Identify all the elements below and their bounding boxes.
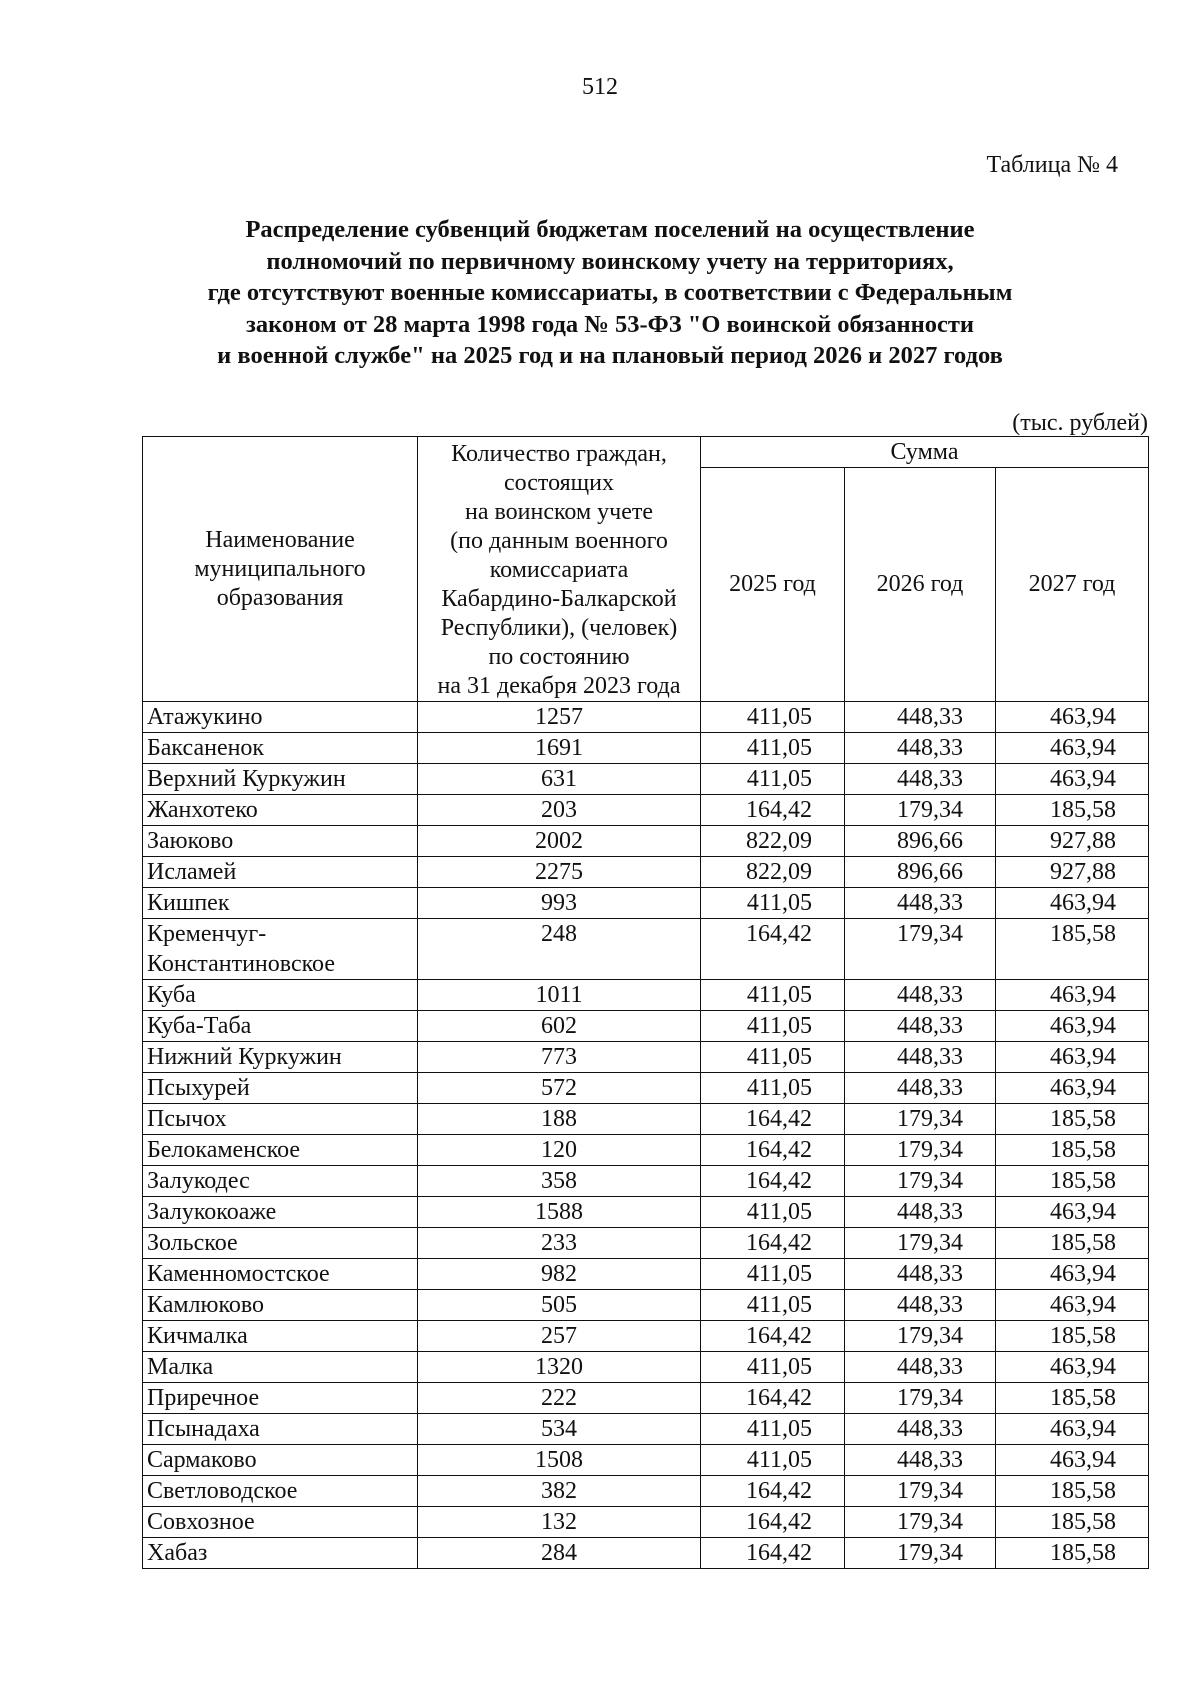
row-count: 1588 — [418, 1197, 701, 1228]
row-amount-2025: 411,05 — [701, 1352, 845, 1383]
table-row — [143, 1042, 1149, 1073]
table-row — [143, 1383, 1149, 1414]
row-amount-2025: 411,05 — [701, 702, 845, 733]
row-count: 982 — [418, 1259, 701, 1290]
row-count: 132 — [418, 1507, 701, 1538]
title-line: Распределение субвенций бюджетам поселений на осуществление — [245, 216, 975, 243]
row-amount-2026: 448,33 — [845, 888, 996, 919]
row-amount-2026: 448,33 — [845, 764, 996, 795]
header-sum: Сумма — [701, 437, 1149, 468]
row-amount-2026: 448,33 — [845, 1197, 996, 1228]
units-label: (тыс. рублей) — [1012, 410, 1148, 436]
row-name: Верхний Куркужин — [143, 764, 418, 795]
row-amount-2026: 448,33 — [845, 1290, 996, 1321]
table-row — [143, 1197, 1149, 1228]
row-amount-2025: 411,05 — [701, 980, 845, 1011]
row-count: 2002 — [418, 826, 701, 857]
row-amount-2025: 411,05 — [701, 1445, 845, 1476]
row-amount-2027: 463,94 — [996, 1352, 1149, 1383]
row-amount-2026: 896,66 — [845, 857, 996, 888]
row-name: Кишпек — [143, 888, 418, 919]
row-amount-2025: 164,42 — [701, 1104, 845, 1135]
row-name: Хабаз — [143, 1538, 418, 1569]
row-name: Сармаково — [143, 1445, 418, 1476]
header-count-line: по состоянию — [488, 644, 630, 670]
row-amount-2025: 411,05 — [701, 1042, 845, 1073]
table-row — [143, 919, 1149, 980]
row-amount-2025: 411,05 — [701, 1290, 845, 1321]
row-count: 534 — [418, 1414, 701, 1445]
row-amount-2027: 463,94 — [996, 1073, 1149, 1104]
row-count: 505 — [418, 1290, 701, 1321]
title-line: и военной службе" на 2025 год и на плановый период 2026 и 2027 годов — [217, 342, 1003, 369]
row-amount-2027: 185,58 — [996, 1135, 1149, 1166]
row-amount-2026: 896,66 — [845, 826, 996, 857]
row-name: Малка — [143, 1352, 418, 1383]
header-name-line: муниципального — [194, 555, 366, 582]
row-amount-2025: 411,05 — [701, 1073, 845, 1104]
row-count: 1320 — [418, 1352, 701, 1383]
header-2027: 2027 год — [996, 468, 1149, 702]
subventions-table — [142, 436, 1149, 1569]
row-amount-2026: 179,34 — [845, 1321, 996, 1352]
row-amount-2026: 448,33 — [845, 1414, 996, 1445]
row-amount-2026: 179,34 — [845, 1166, 996, 1197]
header-count-line: Количество граждан, — [451, 441, 667, 467]
document-title — [130, 214, 1090, 372]
row-amount-2025: 411,05 — [701, 888, 845, 919]
row-amount-2027: 185,58 — [996, 1476, 1149, 1507]
table-row — [143, 1476, 1149, 1507]
row-amount-2027: 463,94 — [996, 980, 1149, 1011]
row-amount-2025: 164,42 — [701, 1383, 845, 1414]
row-amount-2025: 411,05 — [701, 1011, 845, 1042]
row-count: 284 — [418, 1538, 701, 1569]
row-amount-2025: 164,42 — [701, 795, 845, 826]
header-count-line: (по данным военного — [450, 528, 668, 554]
row-name: Баксаненок — [143, 733, 418, 764]
row-amount-2026: 448,33 — [845, 1073, 996, 1104]
header-count-line: Республики), (человек) — [440, 615, 678, 641]
row-amount-2027: 463,94 — [996, 733, 1149, 764]
row-amount-2027: 185,58 — [996, 1383, 1149, 1414]
row-amount-2027: 185,58 — [996, 1538, 1149, 1569]
row-count: 572 — [418, 1073, 701, 1104]
row-count: 2275 — [418, 857, 701, 888]
table-row — [143, 1011, 1149, 1042]
row-amount-2026: 179,34 — [845, 1135, 996, 1166]
title-line: законом от 28 марта 1998 года № 53-ФЗ "О воинской обязанности — [245, 310, 975, 338]
header-count-line: комиссариата — [489, 557, 629, 583]
row-amount-2027: 185,58 — [996, 1104, 1149, 1135]
row-amount-2025: 164,42 — [701, 1321, 845, 1352]
table-header-row — [143, 437, 1149, 468]
row-amount-2027: 463,94 — [996, 764, 1149, 795]
row-name: Нижний Куркужин — [143, 1042, 418, 1073]
row-count: 1508 — [418, 1445, 701, 1476]
row-count: 257 — [418, 1321, 701, 1352]
table-row — [143, 1073, 1149, 1104]
row-amount-2025: 164,42 — [701, 1166, 845, 1197]
row-amount-2026: 448,33 — [845, 980, 996, 1011]
table-row — [143, 1414, 1149, 1445]
row-name: Светловодское — [143, 1476, 418, 1507]
row-amount-2026: 448,33 — [845, 1259, 996, 1290]
table-row — [143, 1135, 1149, 1166]
row-name: Куба — [143, 980, 418, 1011]
row-name: Совхозное — [143, 1507, 418, 1538]
row-amount-2027: 185,58 — [996, 795, 1149, 826]
row-name: Псычох — [143, 1104, 418, 1135]
row-amount-2027: 463,94 — [996, 1414, 1149, 1445]
row-amount-2027: 463,94 — [996, 1042, 1149, 1073]
row-amount-2026: 448,33 — [845, 702, 996, 733]
table-row — [143, 1538, 1149, 1569]
row-amount-2026: 448,33 — [845, 733, 996, 764]
row-amount-2026: 179,34 — [845, 1476, 996, 1507]
table-row — [143, 795, 1149, 826]
row-name: Белокаменское — [143, 1135, 418, 1166]
row-amount-2026: 448,33 — [845, 1042, 996, 1073]
row-amount-2025: 164,42 — [701, 1538, 845, 1569]
row-count: 1011 — [418, 980, 701, 1011]
row-amount-2026: 179,34 — [845, 919, 996, 980]
row-amount-2027: 185,58 — [996, 1507, 1149, 1538]
row-name: Залукодес — [143, 1166, 418, 1197]
row-name: Исламей — [143, 857, 418, 888]
row-name: Жанхотеко — [143, 795, 418, 826]
row-amount-2027: 927,88 — [996, 826, 1149, 857]
row-amount-2027: 185,58 — [996, 1321, 1149, 1352]
table-row — [143, 1352, 1149, 1383]
row-count: 631 — [418, 764, 701, 795]
row-amount-2027: 185,58 — [996, 1228, 1149, 1259]
row-amount-2027: 463,94 — [996, 1445, 1149, 1476]
table-row — [143, 1507, 1149, 1538]
table-body — [143, 702, 1149, 1569]
header-name-line: Наименование — [205, 526, 355, 553]
table-row — [143, 826, 1149, 857]
row-count: 120 — [418, 1135, 701, 1166]
table-row — [143, 857, 1149, 888]
row-amount-2026: 179,34 — [845, 1538, 996, 1569]
row-amount-2027: 463,94 — [996, 702, 1149, 733]
row-amount-2026: 179,34 — [845, 1228, 996, 1259]
table-row — [143, 980, 1149, 1011]
row-name: Атажукино — [143, 702, 418, 733]
row-name: Каменномостское — [143, 1259, 418, 1290]
row-amount-2025: 411,05 — [701, 1259, 845, 1290]
row-amount-2025: 411,05 — [701, 733, 845, 764]
table-row — [143, 764, 1149, 795]
row-amount-2027: 927,88 — [996, 857, 1149, 888]
row-amount-2027: 185,58 — [996, 919, 1149, 980]
header-count-line: на воинском учете — [464, 499, 654, 525]
row-amount-2026: 179,34 — [845, 1383, 996, 1414]
table-row — [143, 1228, 1149, 1259]
table-row — [143, 702, 1149, 733]
row-count: 203 — [418, 795, 701, 826]
row-amount-2027: 463,94 — [996, 888, 1149, 919]
row-amount-2025: 822,09 — [701, 857, 845, 888]
row-amount-2025: 164,42 — [701, 1135, 845, 1166]
header-count-line: состоящих — [504, 470, 614, 496]
row-name: Камлюково — [143, 1290, 418, 1321]
row-amount-2025: 411,05 — [701, 764, 845, 795]
row-name: Куба-Таба — [143, 1011, 418, 1042]
row-name: Псыхурей — [143, 1073, 418, 1104]
row-amount-2027: 463,94 — [996, 1259, 1149, 1290]
row-name-line: Кременчуг- — [147, 921, 267, 947]
row-amount-2026: 179,34 — [845, 795, 996, 826]
table-row — [143, 733, 1149, 764]
row-count: 382 — [418, 1476, 701, 1507]
row-amount-2025: 164,42 — [701, 919, 845, 980]
row-amount-2027: 463,94 — [996, 1290, 1149, 1321]
row-amount-2026: 179,34 — [845, 1507, 996, 1538]
row-count: 248 — [418, 919, 701, 980]
row-name: Залукокоаже — [143, 1197, 418, 1228]
row-amount-2027: 185,58 — [996, 1166, 1149, 1197]
header-name-line: образования — [216, 584, 344, 611]
row-amount-2025: 411,05 — [701, 1414, 845, 1445]
row-count: 222 — [418, 1383, 701, 1414]
table-row — [143, 888, 1149, 919]
row-amount-2026: 179,34 — [845, 1104, 996, 1135]
row-name: Кичмалка — [143, 1321, 418, 1352]
row-amount-2026: 448,33 — [845, 1011, 996, 1042]
row-amount-2025: 822,09 — [701, 826, 845, 857]
row-count: 233 — [418, 1228, 701, 1259]
row-amount-2027: 463,94 — [996, 1197, 1149, 1228]
row-name-line: Константиновское — [147, 951, 335, 977]
row-amount-2025: 411,05 — [701, 1197, 845, 1228]
row-count: 1691 — [418, 733, 701, 764]
row-name — [143, 919, 418, 980]
table-row — [143, 1259, 1149, 1290]
row-amount-2025: 164,42 — [701, 1228, 845, 1259]
header-2025: 2025 год — [701, 468, 845, 702]
row-amount-2026: 448,33 — [845, 1352, 996, 1383]
row-amount-2025: 164,42 — [701, 1476, 845, 1507]
row-name: Приречное — [143, 1383, 418, 1414]
row-count: 773 — [418, 1042, 701, 1073]
header-count — [418, 437, 701, 702]
table-row — [143, 1166, 1149, 1197]
row-amount-2027: 463,94 — [996, 1011, 1149, 1042]
table-row — [143, 1445, 1149, 1476]
title-line: где отсутствуют военные комиссариаты, в соответствии с Федеральным — [207, 279, 1013, 306]
row-count: 188 — [418, 1104, 701, 1135]
table-label: Таблица № 4 — [986, 152, 1118, 178]
header-count-line: Кабардино-Балкарской — [441, 586, 677, 612]
row-count: 358 — [418, 1166, 701, 1197]
title-line: полномочий по первичному воинскому учету на территориях, — [266, 247, 954, 275]
page-number: 512 — [582, 74, 618, 100]
row-name: Зольское — [143, 1228, 418, 1259]
header-2026: 2026 год — [845, 468, 996, 702]
row-count: 602 — [418, 1011, 701, 1042]
row-amount-2025: 164,42 — [701, 1507, 845, 1538]
table-row — [143, 1290, 1149, 1321]
header-count-line: на 31 декабря 2023 года — [437, 673, 681, 699]
row-count: 1257 — [418, 702, 701, 733]
row-name: Псынадаха — [143, 1414, 418, 1445]
table-row — [143, 1104, 1149, 1135]
header-name — [143, 437, 418, 702]
row-count: 993 — [418, 888, 701, 919]
row-name: Заюково — [143, 826, 418, 857]
table-row — [143, 1321, 1149, 1352]
row-amount-2026: 448,33 — [845, 1445, 996, 1476]
